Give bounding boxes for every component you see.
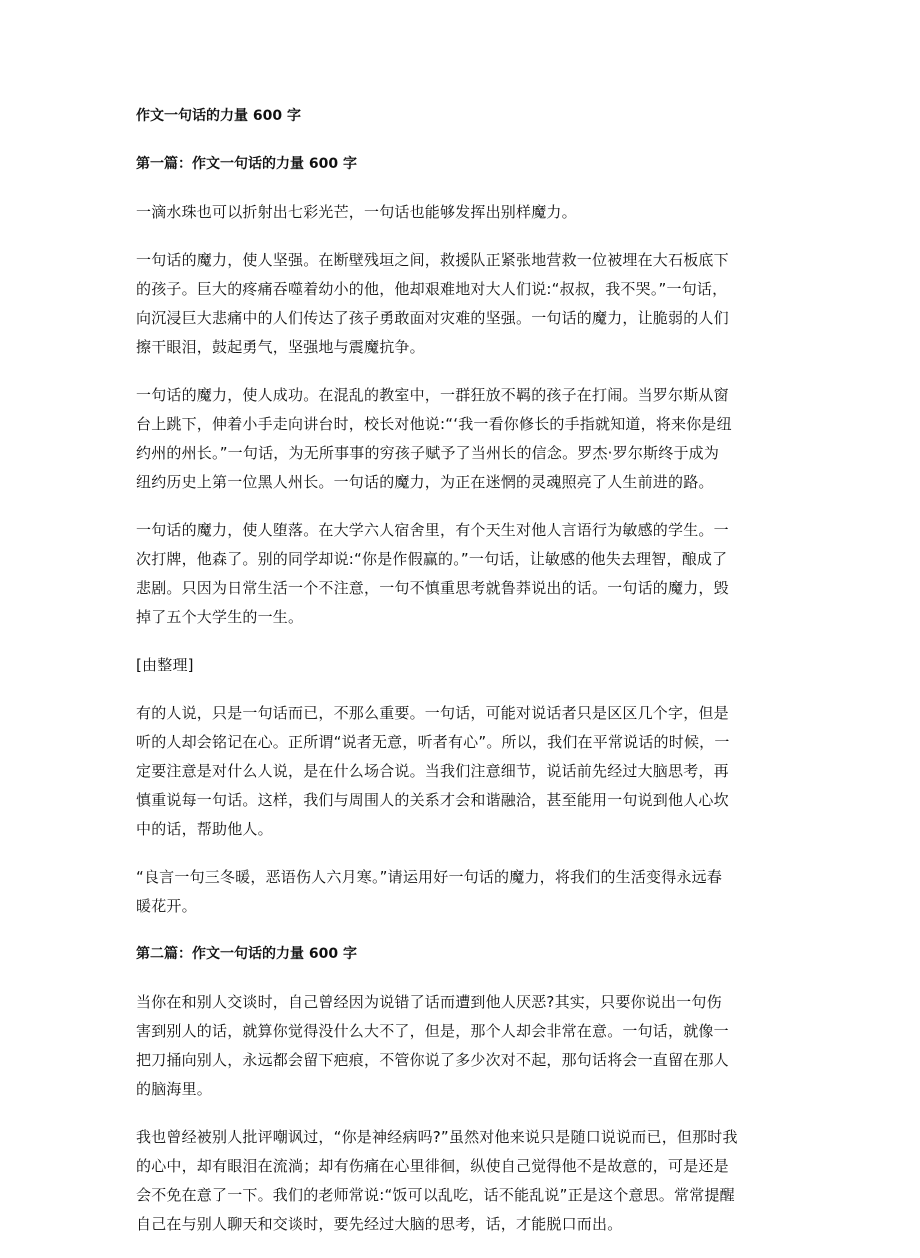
text-line: 纽约历史上第一位黑人州长。一句话的魔力，为正在迷惘的灵魂照亮了人生前进的路。 — [136, 473, 714, 491]
text-line: 一句话的魔力，使人堕落。在大学六人宿舍里，有个天生对他人言语行为敏感的学生。一 — [136, 521, 729, 539]
text-line: 悲剧。只因为日常生活一个不注意，一句不慎重思考就鲁莽说出的话。一句话的魔力，毁 — [136, 579, 729, 597]
paragraph-intro — [136, 198, 784, 227]
text-line: 约州的州长。”一句话，为无所事事的穷孩子赋予了当州长的信念。罗杰·罗尔斯终于成为 — [136, 444, 720, 462]
text-line: 把刀捅向别人，永远都会留下疤痕，不管你说了多少次对不起，那句话将会一直留在那人 — [136, 1051, 729, 1069]
text-line: 次打牌，他森了。别的同学却说:“你是作假赢的。”一句话，让敏感的他失去理智，酿成了 — [136, 550, 728, 568]
text-line: 会不免在意了一下。我们的老师常说:“饭可以乱吃，话不能乱说”正是这个意思。常常提醒 — [136, 1186, 735, 1204]
paragraph-hurtful-words — [136, 988, 784, 1104]
text-line: [由整理] — [136, 656, 194, 674]
paragraph-conclusion — [136, 863, 784, 921]
text-line: “良言一句三冬暖，恶语伤人六月寒。”请运用好一句话的魔力，将我们的生活变得永远春 — [136, 868, 723, 886]
text-line: 有的人说，只是一句话而已，不那么重要。一句话，可能对说话者只是区区几个字，但是 — [136, 704, 729, 722]
text-line: 慎重说每一句话。这样，我们与周围人的关系才会和谐融洽，甚至能用一句说到他人心坎 — [136, 791, 729, 809]
text-line: 一句话的魔力，使人坚强。在断壁残垣之间，救援队正紧张地营救一位被埋在大石板底下 — [136, 251, 729, 269]
text-line: 的孩子。巨大的疼痛吞噬着幼小的他，他却艰难地对大人们说:“叔叔，我不哭。”一句话， — [136, 280, 728, 298]
paragraph-source-note — [136, 651, 784, 680]
text-line: 一句话的魔力，使人成功。在混乱的教室中，一群狂放不羁的孩子在打闹。当罗尔斯从窗 — [136, 386, 729, 404]
text-line: 向沉浸巨大悲痛中的人们传达了孩子勇敢面对灾难的坚强。一句话的魔力，让脆弱的人们 — [136, 309, 729, 327]
paragraph-success — [136, 381, 784, 497]
text-line: 的脑海里。 — [136, 1080, 213, 1098]
text-line: 中的话，帮助他人。 — [136, 820, 273, 838]
text-line: 掉了五个大学生的一生。 — [136, 608, 304, 626]
paragraph-downfall — [136, 516, 784, 632]
paragraph-caution — [136, 699, 784, 844]
section-1-heading: 第一篇：作文一句话的力量 600 字 — [136, 156, 357, 172]
text-line: 一滴水珠也可以折射出七彩光芒，一句话也能够发挥出别样魔力。 — [136, 203, 577, 221]
text-line: 擦干眼泪，鼓起勇气，坚强地与震魔抗争。 — [136, 338, 425, 356]
text-line: 定要注意是对什么人说，是在什么场合说。当我们注意细节，说话前先经过大脑思考，再 — [136, 762, 729, 780]
paragraph-strength — [136, 246, 784, 362]
text-line: 自己在与别人聊天和交谈时，要先经过大脑的思考，话，才能脱口而出。 — [136, 1215, 623, 1233]
text-line: 台上跳下，伸着小手走向讲台时，校长对他说:“‘我一看你修长的手指就知道，将来你是纽 — [136, 415, 732, 433]
text-line: 暖花开。 — [136, 897, 197, 915]
text-line: 害到别人的话，就算你觉得没什么大不了，但是，那个人却会非常在意。一句话，就像一 — [136, 1022, 729, 1040]
document-body — [136, 102, 784, 1258]
text-line: 的心中，却有眼泪在流淌；却有伤痛在心里徘徊，纵使自己觉得他不是故意的，可是还是 — [136, 1157, 729, 1175]
section-2-heading: 第二篇：作文一句话的力量 600 字 — [136, 946, 357, 962]
paragraph-personal-experience — [136, 1123, 784, 1239]
document-title: 作文一句话的力量 600 字 — [136, 108, 301, 124]
text-line: 听的人却会铭记在心。正所谓“说者无意，听者有心”。所以，我们在平常说话的时候，一 — [136, 733, 730, 751]
text-line: 当你在和别人交谈时，自己曾经因为说错了话而遭到他人厌恶?其实，只要你说出一句伤 — [136, 993, 722, 1011]
text-line: 我也曾经被别人批评嘲讽过，“你是神经病吗?”虽然对他来说只是随口说说而已，但那时我 — [136, 1128, 738, 1146]
